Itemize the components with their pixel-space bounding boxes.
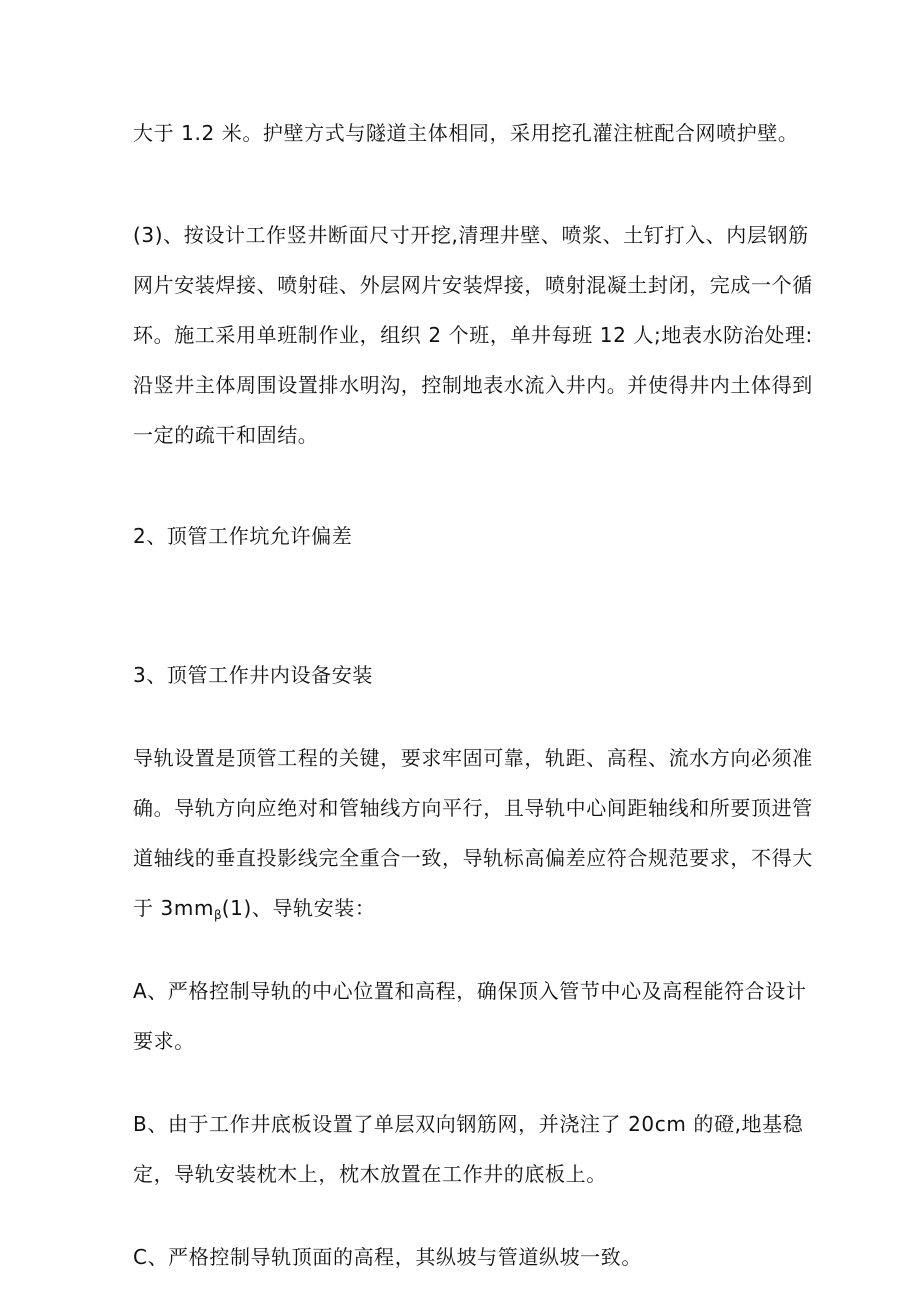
paragraph-line: 导轨设置是顶管工程的关键，要求牢固可靠，轨距、高程、流水方向必须准 xyxy=(133,746,813,770)
paragraph-line: 环。施工采用单班制作业，组织 2 个班，单井每班 12 人;地表水防治处理: xyxy=(133,323,813,347)
paragraph-line: 大于 1.2 米。护壁方式与隧道主体相同，采用挖孔灌注桩配合网喷护壁。 xyxy=(133,121,799,145)
paragraph-line: 一定的疏干和固结。 xyxy=(133,423,319,447)
paragraph-line: 确。导轨方向应绝对和管轴线方向平行，且导轨中心间距轴线和所要顶进管 xyxy=(133,796,813,820)
list-item-line: C、严格控制导轨顶面的高程，其纵坡与管道纵坡一致。 xyxy=(133,1245,642,1269)
paragraph-line: 网片安装焊接、喷射硅、外层网片安装焊接，喷射混凝土封闭，完成一个循 xyxy=(133,273,813,297)
list-item-line: B、由于工作井底板设置了单层双向钢筋网，并浇注了 20cm 的磴,地基稳 xyxy=(133,1112,804,1136)
paragraph-line: (3)、按设计工作竖井断面尺寸开挖,清理井壁、喷浆、土钉打入、内层钢筋 xyxy=(133,223,809,247)
subscript-symbol: β xyxy=(214,908,222,922)
paragraph-line xyxy=(133,895,793,928)
section-heading: 2、顶管工作坑允许偏差 xyxy=(133,524,353,548)
list-item-line: 要求。 xyxy=(133,1029,195,1053)
line-suffix: (1)、导轨安装： xyxy=(221,896,376,920)
line-prefix: 于 3mm xyxy=(133,896,215,920)
list-item-line: 定，导轨安装枕木上，枕木放置在工作井的底板上。 xyxy=(133,1162,607,1186)
paragraph-line: 沿竖井主体周围设置排水明沟，控制地表水流入井内。并使得井内土体得到 xyxy=(133,373,813,397)
paragraph-line: 道轴线的垂直投影线完全重合一致，导轨标高偏差应符合规范要求，不得大 xyxy=(133,846,813,870)
section-heading: 3、顶管工作井内设备安装 xyxy=(133,663,373,687)
list-item-line: A、严格控制导轨的中心位置和高程，确保顶入管节中心及高程能符合设计 xyxy=(133,979,807,1003)
